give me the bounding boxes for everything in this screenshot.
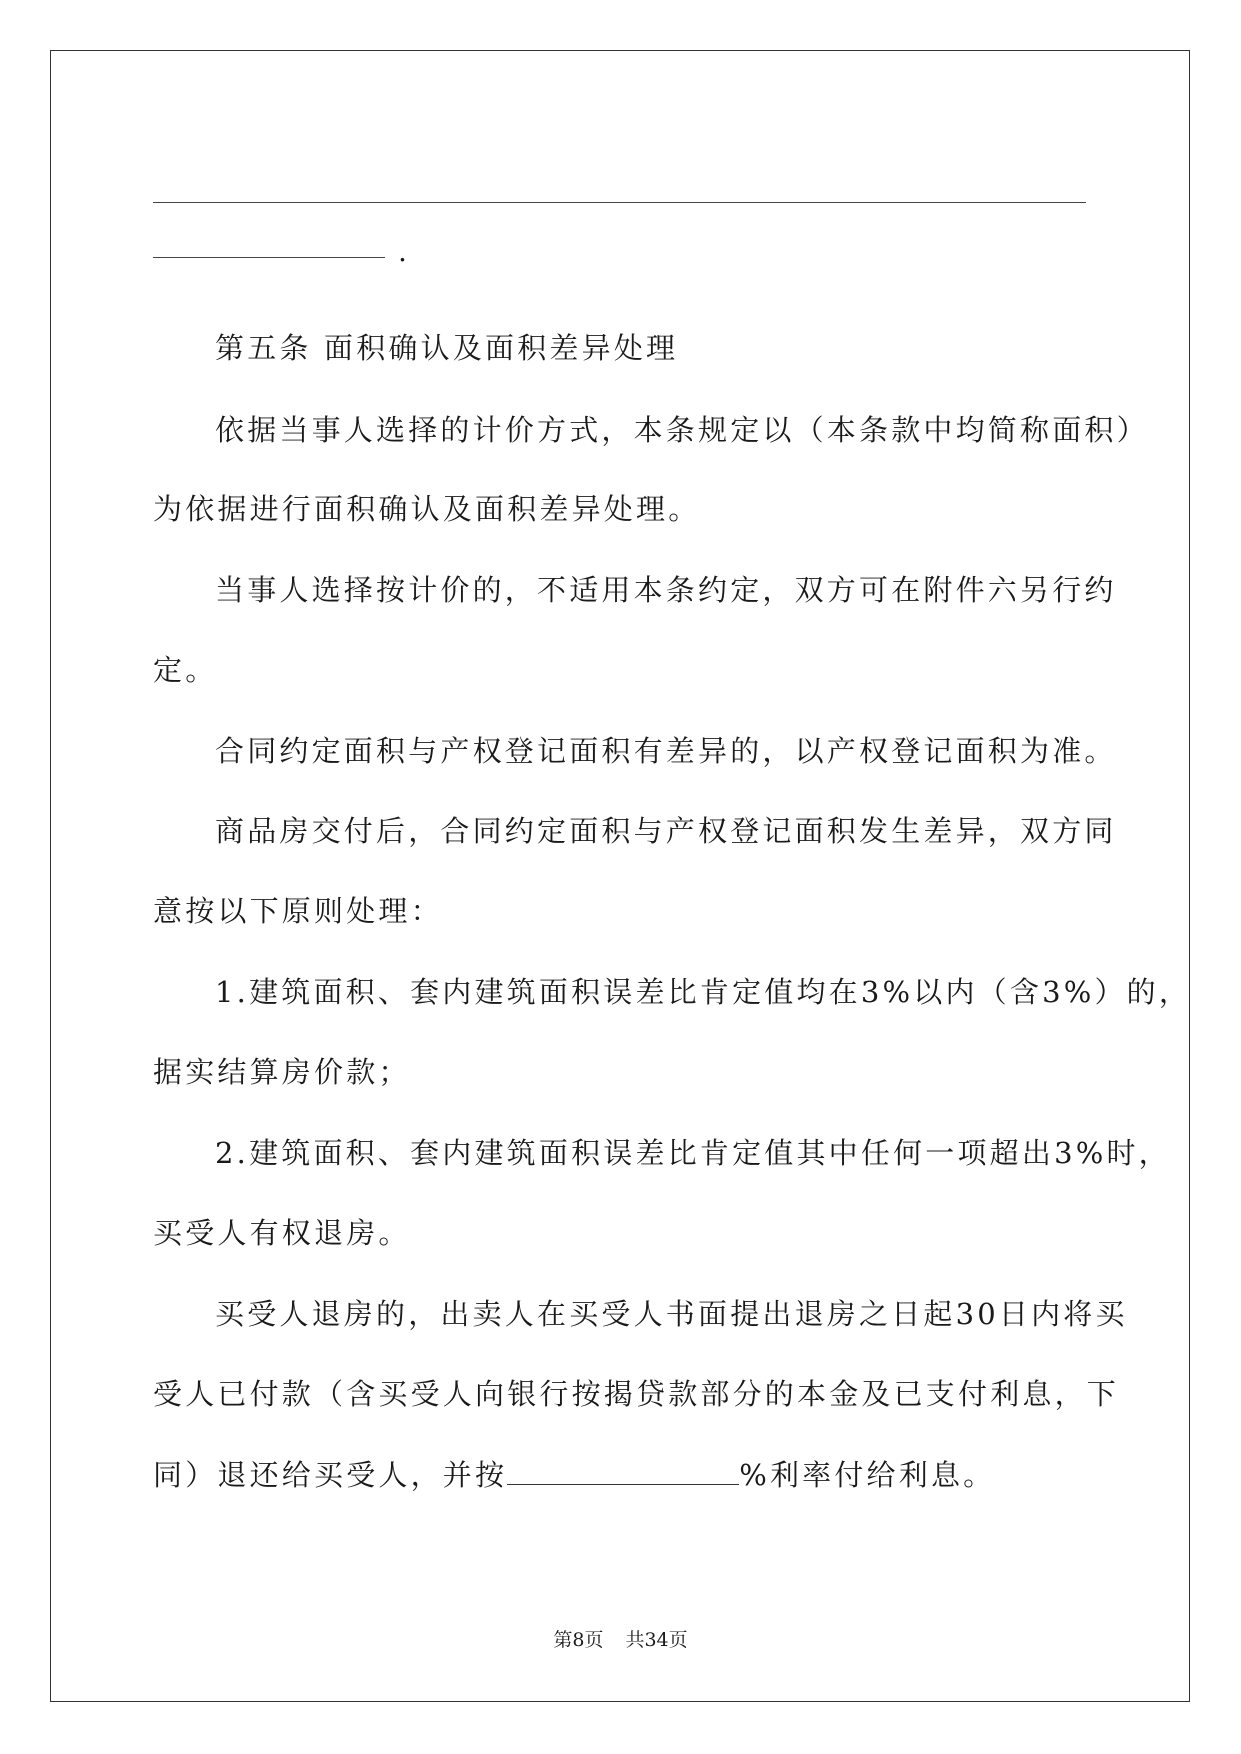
total-pages-label: 共34页 bbox=[625, 1629, 688, 1651]
paragraph-line: 定。 bbox=[153, 653, 218, 687]
paragraph-line: 买受人退房的，出卖人在买受人书面提出退房之日起30日内将买 bbox=[215, 1297, 1128, 1331]
paragraph-line: 商品房交付后，合同约定面积与产权登记面积发生差异，双方同 bbox=[215, 814, 1117, 848]
paragraph-line: 意按以下原则处理： bbox=[153, 894, 443, 928]
blank-fill-line bbox=[153, 202, 1086, 203]
list-item-line: 1.建筑面积、套内建筑面积误差比肯定值均在3%以内（含3%）的， bbox=[215, 975, 1192, 1009]
paragraph-line: 受人已付款（含买受人向银行按揭贷款部分的本金及已支付利息，下 bbox=[153, 1377, 1120, 1411]
current-page-label: 第8页 bbox=[553, 1629, 604, 1651]
paragraph-text-before-blank: 同）退还给买受人，并按 bbox=[153, 1458, 508, 1492]
list-item-line: 2.建筑面积、套内建筑面积误差比肯定值其中任何一项超出3%时， bbox=[215, 1136, 1171, 1170]
paragraph-line: 合同约定面积与产权登记面积有差异的，以产权登记面积为准。 bbox=[215, 734, 1117, 768]
paragraph-line: 为依据进行面积确认及面积差异处理。 bbox=[153, 492, 701, 526]
paragraph-text-after-blank: %利率付给利息。 bbox=[739, 1458, 996, 1492]
section-heading: 第五条 面积确认及面积差异处理 bbox=[215, 331, 679, 365]
paragraph-line: 当事人选择按计价的，不适用本条约定，双方可在附件六另行约 bbox=[215, 573, 1117, 607]
interest-rate-blank bbox=[507, 1462, 739, 1485]
blank-fill-line-short bbox=[153, 257, 385, 258]
list-item-line: 据实结算房价款； bbox=[153, 1055, 411, 1089]
list-item-line: 买受人有权退房。 bbox=[153, 1216, 411, 1250]
trailing-period: . bbox=[398, 235, 407, 268]
page-footer bbox=[0, 1626, 1241, 1654]
paragraph-line: 依据当事人选择的计价方式，本条规定以（本条款中均简称面积） bbox=[215, 413, 1149, 447]
paragraph-line bbox=[153, 1455, 995, 1495]
